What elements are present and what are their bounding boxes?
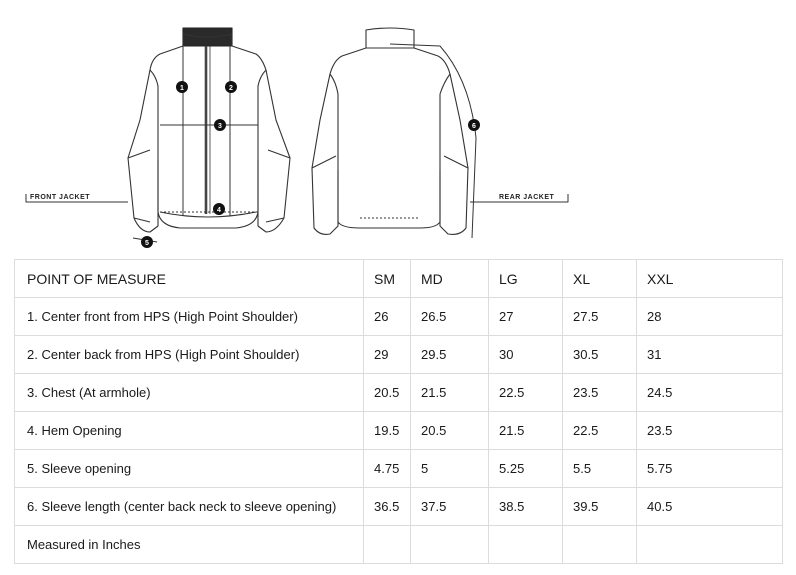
value-xl: 27.5 — [563, 298, 637, 336]
measure-name: 4. Hem Opening — [15, 412, 364, 450]
value-lg: 5.25 — [489, 450, 563, 488]
value-xl: 39.5 — [563, 488, 637, 526]
value-sm: 19.5 — [364, 412, 411, 450]
value-md: 29.5 — [411, 336, 489, 374]
value-xl: 5.5 — [563, 450, 637, 488]
empty-cell — [411, 526, 489, 564]
value-md: 5 — [411, 450, 489, 488]
svg-text:3: 3 — [218, 123, 222, 130]
marker-2 — [225, 81, 237, 93]
svg-text:1: 1 — [180, 85, 184, 92]
value-xxl: 5.75 — [637, 450, 783, 488]
marker-1 — [176, 81, 188, 93]
value-lg: 27 — [489, 298, 563, 336]
table-row — [15, 336, 783, 374]
svg-text:4: 4 — [217, 207, 221, 214]
value-xxl: 40.5 — [637, 488, 783, 526]
measure-name: 6. Sleeve length (center back neck to sleeve opening) — [15, 488, 364, 526]
value-sm: 26 — [364, 298, 411, 336]
value-xl: 22.5 — [563, 412, 637, 450]
rear-jacket-drawing — [312, 28, 476, 238]
jacket-measurement-diagram — [0, 0, 796, 258]
table-row — [15, 298, 783, 336]
table-footnote-row — [15, 526, 783, 564]
empty-cell — [563, 526, 637, 564]
value-xxl: 23.5 — [637, 412, 783, 450]
header-size-sm: SM — [364, 260, 411, 298]
header-size-md: MD — [411, 260, 489, 298]
rear-jacket-label: REAR JACKET — [499, 194, 555, 201]
value-sm: 29 — [364, 336, 411, 374]
value-xxl: 31 — [637, 336, 783, 374]
size-chart-table — [14, 259, 783, 564]
measure-name: 5. Sleeve opening — [15, 450, 364, 488]
measure-name: 2. Center back from HPS (High Point Shoulder) — [15, 336, 364, 374]
svg-text:2: 2 — [229, 85, 233, 92]
front-jacket-drawing — [128, 28, 290, 242]
header-size-lg: LG — [489, 260, 563, 298]
header-size-xl: XL — [563, 260, 637, 298]
marker-3 — [214, 119, 226, 131]
value-sm: 36.5 — [364, 488, 411, 526]
marker-4 — [213, 203, 225, 215]
svg-text:6: 6 — [472, 123, 476, 130]
measure-name: 1. Center front from HPS (High Point Shoulder) — [15, 298, 364, 336]
value-xl: 30.5 — [563, 336, 637, 374]
value-xxl: 24.5 — [637, 374, 783, 412]
value-lg: 30 — [489, 336, 563, 374]
value-lg: 38.5 — [489, 488, 563, 526]
value-md: 21.5 — [411, 374, 489, 412]
value-md: 26.5 — [411, 298, 489, 336]
svg-text:5: 5 — [145, 240, 149, 247]
header-point-of-measure: POINT OF MEASURE — [15, 260, 364, 298]
value-md: 37.5 — [411, 488, 489, 526]
table-row — [15, 488, 783, 526]
value-sm: 20.5 — [364, 374, 411, 412]
value-xxl: 28 — [637, 298, 783, 336]
marker-6 — [468, 119, 480, 131]
value-sm: 4.75 — [364, 450, 411, 488]
marker-5 — [141, 236, 153, 248]
header-size-xxl: XXL — [637, 260, 783, 298]
empty-cell — [489, 526, 563, 564]
measure-name: 3. Chest (At armhole) — [15, 374, 364, 412]
empty-cell — [364, 526, 411, 564]
value-lg: 22.5 — [489, 374, 563, 412]
units-note: Measured in Inches — [15, 526, 364, 564]
empty-cell — [637, 526, 783, 564]
table-header-row — [15, 260, 783, 298]
value-lg: 21.5 — [489, 412, 563, 450]
value-md: 20.5 — [411, 412, 489, 450]
value-xl: 23.5 — [563, 374, 637, 412]
table-row — [15, 412, 783, 450]
table-row — [15, 374, 783, 412]
table-row — [15, 450, 783, 488]
front-jacket-label: FRONT JACKET — [30, 194, 91, 201]
